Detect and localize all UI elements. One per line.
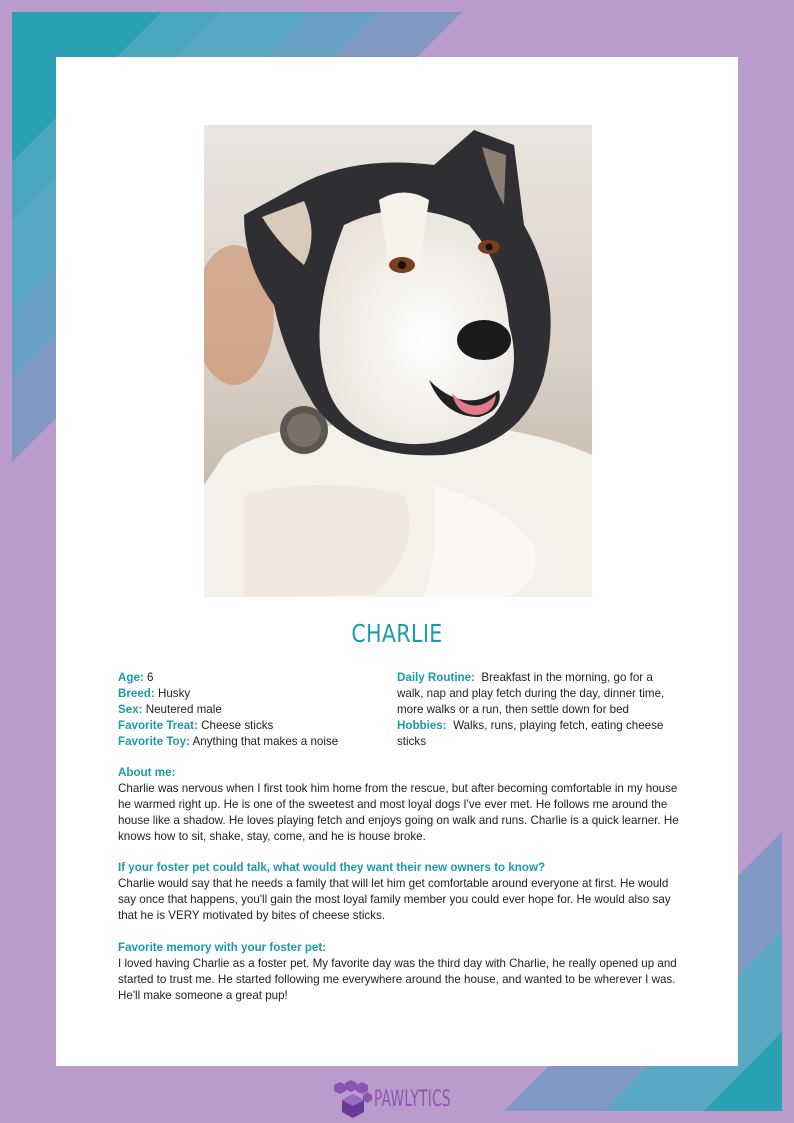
treat-value: Cheese sticks [201, 719, 274, 732]
talk-text: Charlie would say that he needs a family that will let him get comfortable around everyone at first. He would say once that happens, you'll gain the most loyal family member you could ever hope for. He would also say that he is VERY motivated by bites of cheese sticks. [118, 877, 671, 922]
paw-cubes-icon [334, 1080, 372, 1118]
pet-facts-left [118, 670, 383, 750]
toy-label: Favorite Toy: [118, 735, 190, 748]
talk-heading: If your foster pet could talk, what would they want their new owners to know? [118, 861, 546, 874]
pet-facts-right [397, 670, 682, 750]
hobbies-block [397, 718, 682, 750]
pet-name-heading: CHARLIE [351, 619, 443, 648]
pawlytics-logo [334, 1080, 464, 1118]
memory-section [118, 940, 680, 1004]
sex-label: Sex: [118, 703, 143, 716]
about-heading: About me: [118, 766, 176, 779]
age-value: 6 [147, 671, 154, 684]
about-section [118, 765, 680, 845]
toy-value: Anything that makes a noise [192, 735, 339, 748]
dog-photo [204, 125, 592, 597]
routine-label: Daily Routine: [397, 671, 475, 684]
memory-text: I loved having Charlie as a foster pet. My favorite day was the third day with Charlie, he really opened up and started to trust me. He started following me everywhere around the house, and wanted to be wherever I was. He'll make someone a great pup! [118, 957, 677, 1002]
sex-value: Neutered male [145, 703, 222, 716]
sex-row [118, 702, 383, 718]
profile-card [56, 57, 738, 1066]
treat-label: Favorite Treat: [118, 719, 198, 732]
hobbies-label: Hobbies: [397, 719, 447, 732]
routine-block [397, 670, 682, 718]
memory-heading: Favorite memory with your foster pet: [118, 941, 327, 954]
age-label: Age: [118, 671, 144, 684]
age-row [118, 670, 383, 686]
husky-illustration [204, 125, 592, 597]
brand-name: PAWLYTICS [374, 1087, 451, 1112]
breed-label: Breed: [118, 687, 155, 700]
hobbies-value: Walks, runs, playing fetch, eating cheese sticks [397, 719, 664, 748]
treat-row [118, 718, 383, 734]
routine-value: Breakfast in the morning, go for a walk, nap and play fetch during the day, dinner time, more walks or a run, then settle down for bed [397, 671, 665, 716]
talk-section [118, 860, 680, 924]
breed-row [118, 686, 383, 702]
toy-row [118, 734, 383, 750]
about-text: Charlie was nervous when I first took him home from the rescue, but after becoming comfortable in my house he warmed right up. He is one of the sweetest and most loyal dogs I've ever met. He follows me around the house like a shadow. He loves playing fetch and enjoys going on walk and runs. Charlie is a quick learner. He knows how to sit, shake, stay, come, and he is house broke. [118, 782, 679, 843]
breed-value: Husky [157, 687, 191, 700]
